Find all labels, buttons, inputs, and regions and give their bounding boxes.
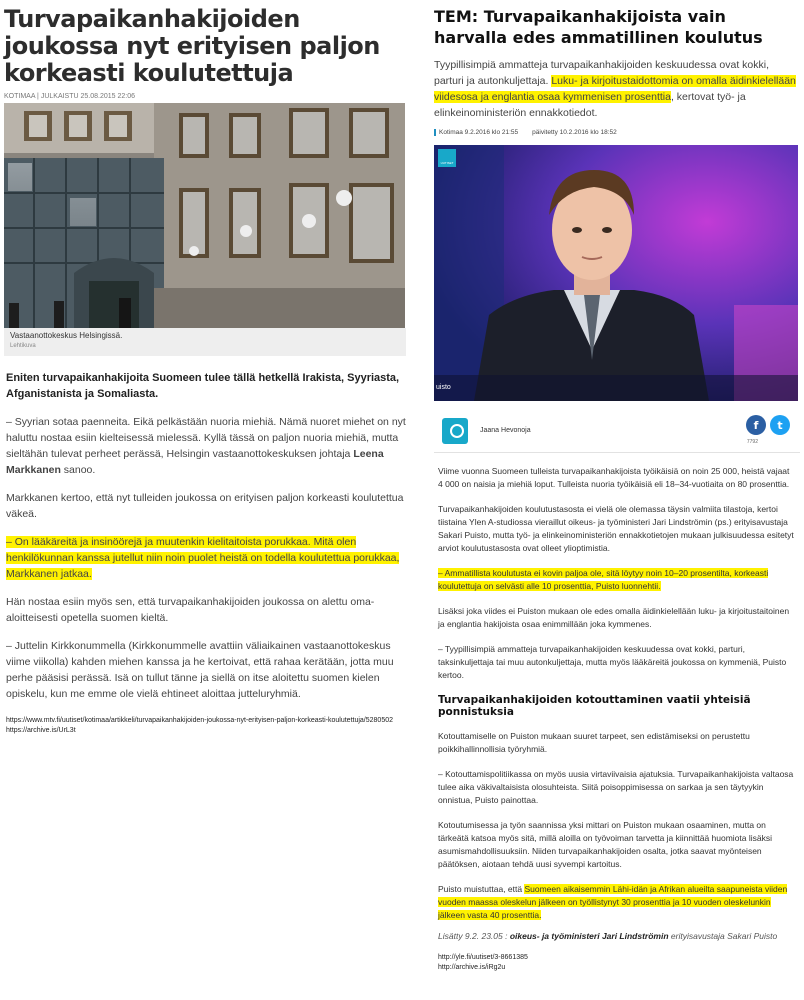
right-lead-highlight: Luku- ja kirjoitustaidottomia on omalla äidinkielellään viidesosa ja englantia osaa kymmenisen prosenttia	[434, 75, 796, 103]
photo-channel-logo: UUTISET	[440, 161, 454, 165]
author-name[interactable]: Jaana Hevonoja	[480, 427, 531, 434]
right-article-meta	[434, 129, 800, 136]
right-source-url[interactable]: http://yle.fi/uutiset/3-8661385	[438, 954, 528, 961]
right-article-lead	[434, 57, 800, 121]
right-lead-text-b: , kertovat työ- ja elinkeinoministeriön ennakkotiedot.	[434, 91, 746, 119]
right-added-note	[434, 930, 800, 943]
left-paragraph-1-bold: Leena Markkanen	[6, 448, 384, 476]
left-article-lead: Eniten turvapaikanhakijoita Suomeen tulee tällä hetkellä Irakista, Syyriasta, Afganistanista ja Somaliasta.	[6, 372, 400, 400]
left-article-title: Turvapaikanhakijoiden joukossa nyt erityisen paljon korkeasti koulutettuja	[4, 5, 380, 87]
right-lead-text-a: Tyypillisimpiä ammatteja turvapaikanhakijoiden keskuudessa ovat kokki, parturi ja autonkuljettaja.	[434, 59, 769, 87]
yle-avatar-icon	[442, 418, 468, 444]
right-paragraph-9-highlight: Suomeen aikaisemmin Lähi-idän ja Afrikan alueilta saapuneista viiden vuoden maassa oleskelun jälkeen on työllistynyt 30 prosenttia ja 10 vuoden oleskelunkin jälkeen vasta 40 prosenttia.	[438, 884, 788, 920]
meta-category[interactable]: Kotimaa	[439, 129, 463, 136]
right-paragraph-3	[434, 567, 800, 593]
left-paragraph-1-end: sanoo.	[60, 464, 96, 476]
left-article-meta: KOTIMAA | JULKAISTU 25.08.2015 22:06	[4, 93, 135, 100]
photo-name-overlay: uisto	[436, 384, 451, 391]
right-paragraph-8: Kotoutumisessa ja työn saannissa yksi mittari on Puiston mukaan osaaminen, mutta on tärkeätä katsoa myös sitä, millä aloilla on työvoiman tarvetta ja kiinnittää huomiota lisäksi asumismahdollisuuksiin. Niiden turvapaikanhakijoiden osalta, jotka saavat myönteisen päätöksen, aiotaan tehdä uusi syvempi kartoitus.	[438, 820, 773, 869]
left-paragraph-4: Hän nostaa esiin myös sen, että turvapaikanhakijoiden joukossa on alettu oma-aloitteisesti opetella suomen kieltä.	[6, 596, 375, 624]
left-archive-url[interactable]: https://archive.is/UrL3t	[6, 727, 76, 734]
right-subheading: Turvapaikanhakijoiden kotouttaminen vaatii yhteisiä ponnistuksia	[438, 694, 751, 718]
meta-published: 9.2.2016 klo 21:55	[464, 129, 519, 136]
right-paragraph-6: Kotouttamiselle on Puiston mukaan suuret tarpeet, sen edistämiseksi on perustettu poikkihallinnollisia työryhmiä.	[438, 731, 750, 754]
reception-center-building-image	[4, 103, 405, 328]
right-paragraph-2: Turvapaikanhakijoiden koulutustasosta ei vielä ole olemassa täysin valmiita tilastoja, kertoi tiistaina Ylen A-studiossa vieraillut oikeus- ja työministeri Jari Lindströmin (ps.) erityisavustaja Sakari Puisto, mutta työ- ja elinkeinoministeriön ennakkotietojen mukaan julkisuudessa esitetyt arviot koulutustasosta ovat olleet ylioptimistia.	[438, 504, 794, 553]
right-article-title: TEM: Turvapaikanhakijoista vain harvalla edes ammatillinen koulutus	[434, 7, 763, 47]
added-note-prefix: Lisätty 9.2. 23.05 :	[438, 931, 510, 941]
meta-category-published	[434, 129, 518, 136]
share-count: 7792	[746, 439, 758, 445]
right-archive-url[interactable]: http://archive.is/iRg2u	[438, 964, 506, 971]
interviewee-studio-image	[434, 145, 798, 401]
photo-credit: Lehtikuva	[10, 343, 36, 349]
meta-updated: päivitetty 10.2.2016 klo 18:52	[532, 129, 617, 136]
share-buttons	[746, 415, 790, 435]
right-article-photo	[434, 145, 798, 401]
facebook-share-icon[interactable]: f	[746, 415, 766, 435]
left-paragraph-5: – Juttelin Kirkkonummella (Kirkkonummelle avattiin väliaikainen vastaanottokeskus viime viikolla) kahden miehen kanssa ja he kertoivat, että rahaa kerätään, jotta muu perhe pääsisi perässä. Isä on tullut tänne ja siellä on itse aloitettu suomen kielen opiskelu, kun me emme ole vielä ehtineet aloittaa jutteluryhmiä.	[6, 640, 394, 700]
right-source-urls	[434, 953, 800, 973]
left-paragraph-1	[4, 414, 406, 478]
left-source-urls	[4, 716, 406, 736]
right-paragraph-7: – Kotouttamispolitiikassa on myös uusia virtaviivaisia ajatuksia. Turvapaikanhakijoista valtaosa tulee aika väkivaltaisista olosuhteista. Siitä poisoppimisessa on sarkaa ja sen täytyykin onnistua, Puisto painottaa.	[438, 769, 794, 805]
left-source-url[interactable]: https://www.mtv.fi/uutiset/kotimaa/artikkeli/turvapaikanhakijoiden-joukossa-nyt-erityisen-paljon-korkeasti-koulutettuja/5280502	[6, 717, 393, 724]
added-note-bold: oikeus- ja työministeri Jari Lindströmin	[509, 931, 669, 941]
left-article-photo	[4, 103, 405, 328]
photo-caption-box	[4, 328, 406, 356]
right-paragraph-9	[434, 883, 800, 922]
photo-caption: Vastaanottokeskus Helsingissä.	[10, 331, 123, 340]
right-paragraph-3-highlight: – Ammatillista koulutusta ei kovin paljoa ole, sitä löytyy noin 10–20 prosentilta, korkeasti koulutettuja on selvästi alle 10 prosenttia, Puisto luonnehtii.	[438, 568, 769, 591]
right-paragraph-1: Viime vuonna Suomeen tulleista turvapaikanhakijoista työikäisiä on noin 25 000, heistä vajaat 4 000 on naisia ja miehiä loput. Tulleista nuoria työikäisiä eli 18–34-vuotiaita on 80 prosenttia.	[438, 466, 790, 489]
right-paragraph-4: Lisäksi joka viides ei Puiston mukaan ole edes omalla äidinkielellään luku- ja kirjoitustaitoinen ja englantia hakijoista osaa enimmillään joka kymmenes.	[438, 606, 790, 629]
added-note-suffix: erityisavustaja Sakari Puisto	[668, 931, 778, 941]
left-paragraph-2: Markkanen kertoo, että nyt tulleiden joukossa on erityisen paljon korkeasti koulutettua väkeä.	[6, 492, 404, 520]
left-paragraph-3	[4, 534, 406, 582]
twitter-share-icon[interactable]: t	[770, 415, 790, 435]
author-bar	[434, 409, 800, 453]
right-article	[434, 0, 800, 973]
right-paragraph-9-text: Puisto muistuttaa, että	[438, 884, 525, 894]
right-paragraph-5: – Tyypillisimpiä ammatteja turvapaikanhakijoiden keskuudessa ovat kokki, parturi, taksinkuljettaja tai muu autonkuljettaja, mutta myös lääkäreitä joukossa on kymmeniä, Puisto kertoo.	[438, 644, 787, 680]
left-paragraph-3-highlight: – On lääkäreitä ja insinöörejä ja muutenkin kielitaitoista porukkaa. Mitä olen henkilökunnan kanssa jutellut niin noin puolet heistä on todella koulutettua porukkaa, Markkanen jatkaa.	[6, 536, 400, 580]
left-paragraph-1-text: – Syyrian sotaa paenneita. Eikä pelkästään nuoria miehiä. Nämä nuoret miehet on nyt haluttu nostaa esiin kielteisessä mielessä. Kyllä tässä on paljon nuoria miehiä, mutta sieltähän tulevat perheet perässä, Helsingin vastaanottokeskuksen johtaja	[6, 416, 406, 460]
left-article	[4, 0, 406, 736]
